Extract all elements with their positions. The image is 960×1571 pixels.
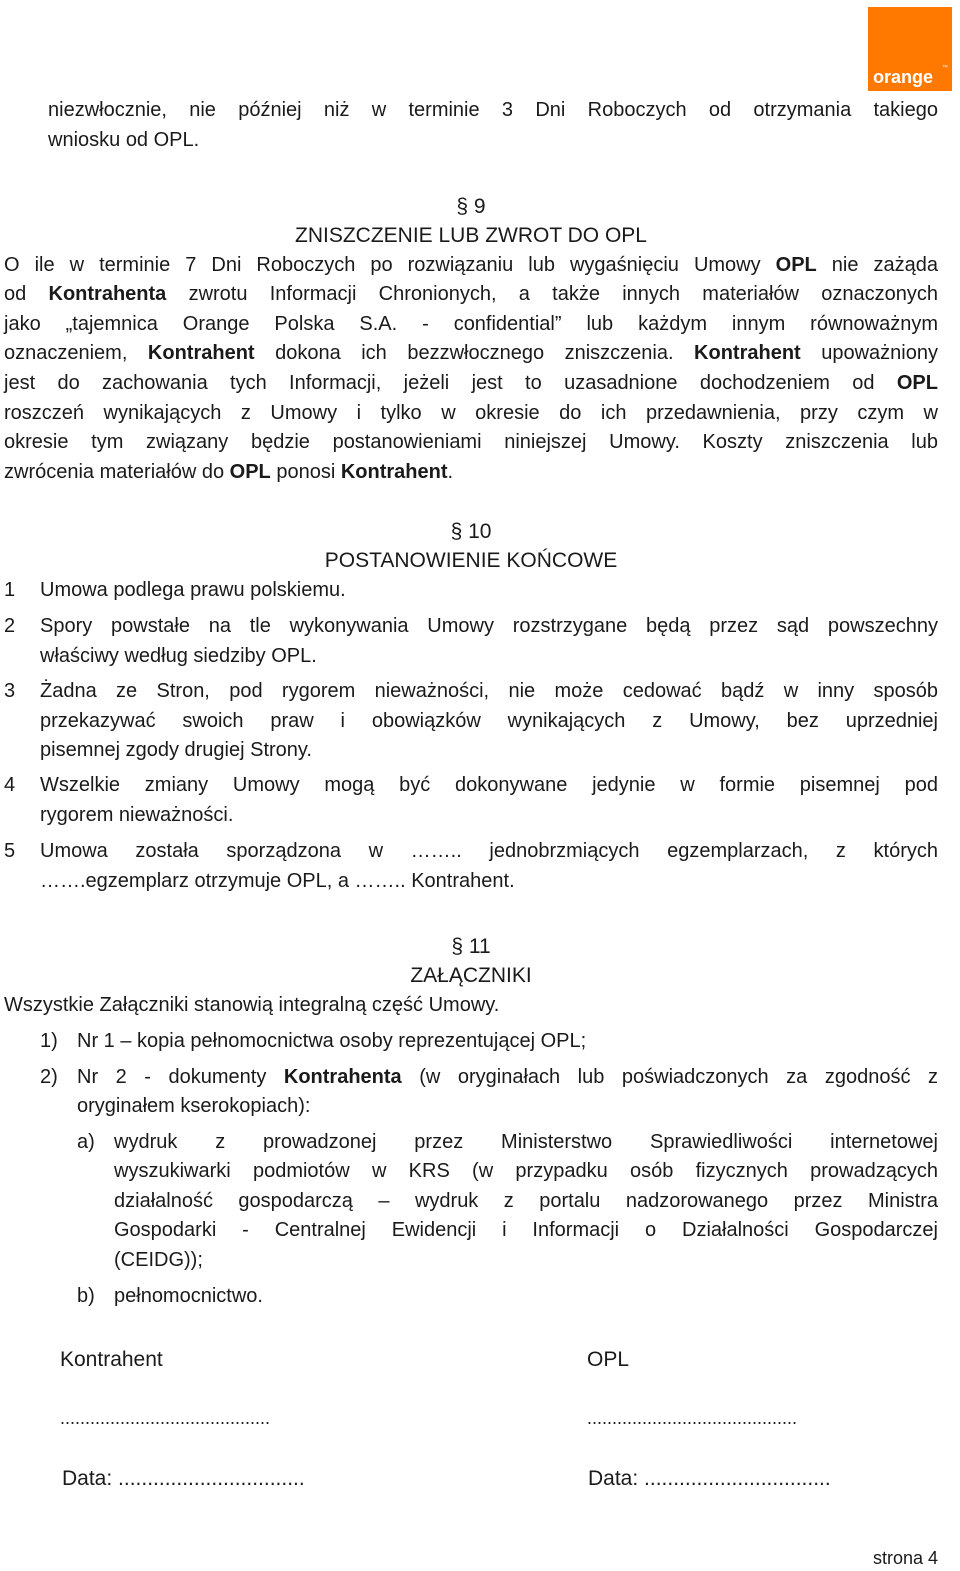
s11-item-2-line-1: Nr 2 - dokumenty Kontrahenta (w oryginałach lub poświadczonych za zgodność z bbox=[77, 1066, 938, 1088]
s9-line-5: jest do zachowania tych Informacji, jeżeli jest to uzasadnione dochodzeniem od OPL bbox=[4, 372, 938, 394]
section-11-number: § 11 bbox=[451, 935, 491, 958]
s9-line-3: jako „tajemnica Orange Polska S.A. - confidential” lub każdym innym równoważnym bbox=[4, 313, 938, 335]
s11-sub-b-text: pełnomocnictwo. bbox=[114, 1285, 263, 1307]
orange-logo bbox=[868, 7, 952, 91]
logo-text: orange bbox=[873, 67, 934, 87]
section-11-title: ZAŁĄCZNIKI bbox=[410, 964, 532, 987]
s9-line-2: od Kontrahenta zwrotu Informacji Chronionych, a także innych materiałów oznaczonych bbox=[4, 283, 938, 305]
section-10-number: § 10 bbox=[450, 520, 492, 543]
s11-sub-a-num: a) bbox=[77, 1131, 95, 1153]
signature-right-label: OPL bbox=[587, 1348, 630, 1371]
s11-sub-a-line-3: działalność gospodarczą – wydruk z portalu nadzorowanego przez Ministra bbox=[114, 1190, 938, 1212]
s11-item-1-num: 1) bbox=[40, 1030, 58, 1052]
s11-sub-a-line-4: Gospodarki - Centralnej Ewidencji i Informacji o Działalności Gospodarczej bbox=[114, 1219, 938, 1241]
intro-line-2: wniosku od OPL. bbox=[48, 129, 200, 151]
page-number: strona 4 bbox=[872, 1548, 938, 1568]
section-9-title: ZNISZCZENIE LUB ZWROT DO OPL bbox=[295, 224, 647, 247]
s11-sub-b-num: b) bbox=[77, 1285, 95, 1307]
section-10-title: POSTANOWIENIE KOŃCOWE bbox=[324, 549, 618, 572]
s9-line-1: O ile w terminie 7 Dni Roboczych po rozwiązaniu lub wygaśnięciu Umowy OPL nie zażąda bbox=[4, 254, 939, 276]
intro-line-1: niezwłocznie, nie później niż w terminie 3 Dni Roboczych od otrzymania takiego bbox=[48, 99, 938, 121]
signature-left-date: Data: ................................ bbox=[62, 1467, 305, 1490]
s9-line-8: zwrócenia materiałów do OPL ponosi Kontrahent. bbox=[4, 461, 454, 483]
s9-line-4: oznaczeniem, Kontrahent dokona ich bezzwłocznego zniszczenia. Kontrahent upoważniony bbox=[4, 342, 938, 364]
signature-right-line: .......................................... bbox=[587, 1408, 798, 1428]
s11-intro: Wszystkie Załączniki stanowią integralną część Umowy. bbox=[4, 994, 500, 1016]
s11-sub-a-line-2: wyszukiwarki podmiotów w KRS (w przypadku osób fizycznych prowadzących bbox=[114, 1160, 938, 1182]
signature-left-label: Kontrahent bbox=[60, 1348, 163, 1371]
signature-left-line: .......................................... bbox=[60, 1408, 271, 1428]
logo-tm: ™ bbox=[942, 65, 948, 71]
s11-sub-a-line-5: (CEIDG)); bbox=[114, 1249, 203, 1271]
s11-item-2-line-2: oryginałem kserokopiach): bbox=[77, 1095, 311, 1117]
section-9-number: § 9 bbox=[456, 195, 486, 218]
s9-line-7: okresie tym związany będzie postanowieniami niniejszej Umowy. Koszty zniszczenia lub bbox=[4, 431, 938, 453]
signature-right-date: Data: ................................ bbox=[588, 1467, 831, 1490]
s11-item-1-text: Nr 1 – kopia pełnomocnictwa osoby reprezentującej OPL; bbox=[77, 1030, 587, 1052]
s9-line-6: roszczeń wynikających z Umowy i tylko w okresie do ich przedawnienia, przy czym w bbox=[4, 402, 938, 424]
s11-sub-a-line-1: wydruk z prowadzonej przez Ministerstwo Sprawiedliwości internetowej bbox=[114, 1131, 938, 1153]
s11-item-2-num: 2) bbox=[40, 1066, 58, 1088]
